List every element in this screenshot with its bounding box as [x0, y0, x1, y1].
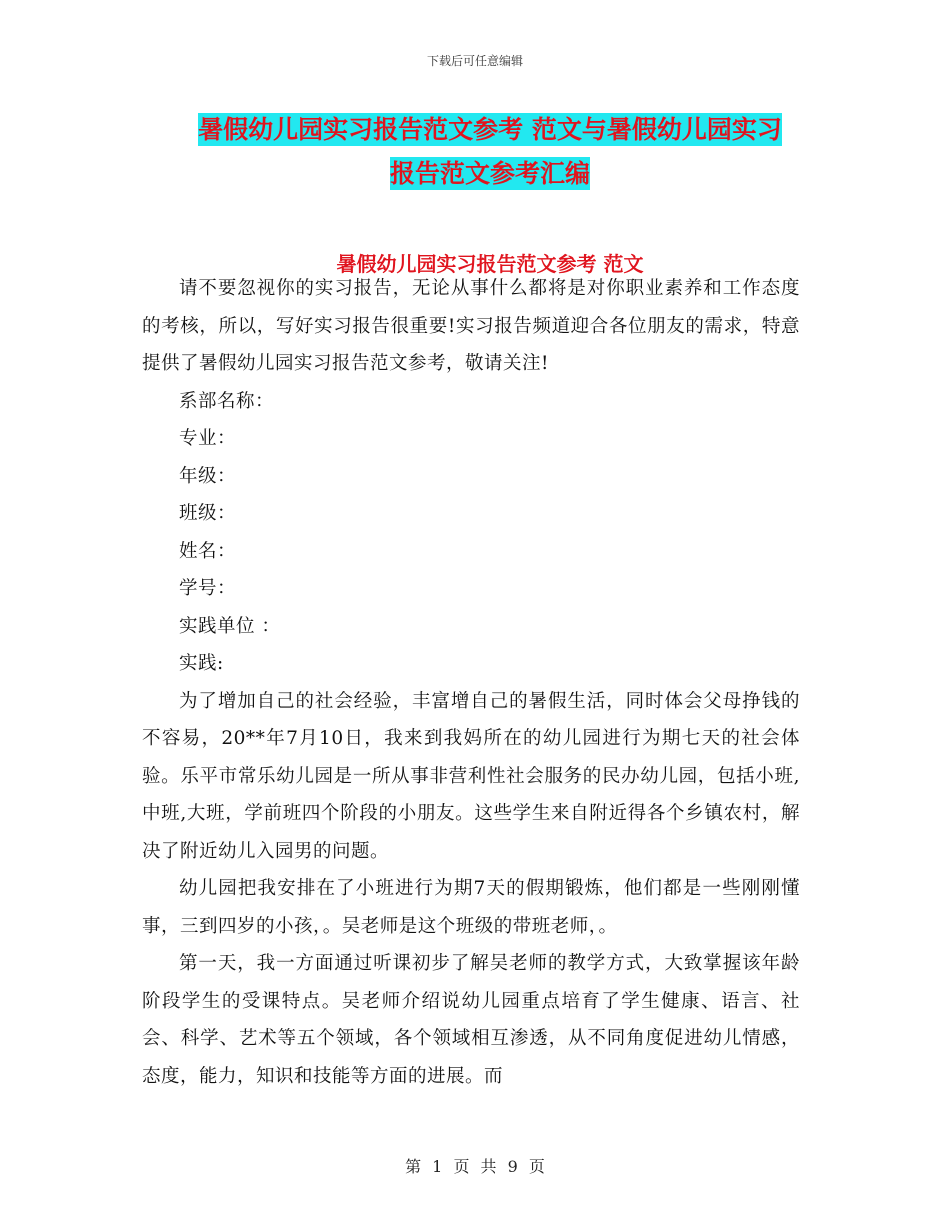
field-practice-unit: 实践单位 ： — [179, 615, 281, 637]
field-practice: 实践: — [179, 653, 224, 674]
field-grade: 年级： — [179, 465, 237, 487]
body-paragraph: 为了增加自己的社会经验，丰富增自己的暑假生活，同时体会父母挣钱的不容易，20**年7月10日，我来到我妈所在的幼儿园进行为期七天的社会体验。乐平市常乐幼儿园是一所从事非营利性社会服务的民办幼儿园，包括小班,中班,大班，学前班四个阶段的小朋友。这些学生来自附近得各个乡镇农村，解决了附近幼儿入园男的问题。 — [142, 690, 800, 862]
document-title-line-1: 暑假幼儿园实习报告范文参考 范文与暑假幼儿园实习 — [198, 115, 782, 144]
body-paragraph: 第一天，我一方面通过听课初步了解吴老师的教学方式，大致掌握该年龄阶段学生的受课特点。吴老师介绍说幼儿园重点培育了学生健康、语言、社会、科学、艺术等五个领域，各个领域相互渗透，从不同角度促进幼儿情感，态度，能力，知识和技能等方面的进展。而 — [142, 953, 800, 1087]
field-name: 姓名： — [179, 540, 237, 562]
body-text — [142, 270, 800, 1095]
document-title-line-2: 报告范文参考汇编 — [389, 159, 590, 188]
body-paragraph: 幼儿园把我安排在了小班进行为期7天的假期锻炼，他们都是一些刚刚懂事，三到四岁的小孩，。吴老师是这个班级的带班老师，。 — [142, 878, 800, 937]
field-student-id: 学号： — [179, 578, 237, 599]
field-department: 系部名称： — [179, 390, 275, 412]
section-title: 暑假幼儿园实习报告范文参考 范文 — [336, 252, 644, 276]
page-header: 下载后可任意编辑 — [426, 54, 523, 68]
intro-paragraph: 请不要忽视你的实习报告，无论从事什么都将是对你职业素养和工作态度的考核，所以，写好实习报告很重要!实习报告频道迎合各位朋友的需求，特意提供了暑假幼儿园实习报告范文参考，敬请关注! — [142, 278, 800, 374]
field-class: 班级： — [179, 503, 237, 524]
document-title — [140, 108, 840, 196]
field-major: 专业： — [179, 428, 237, 449]
page-number: 第 1 页 共 9 页 — [405, 1157, 545, 1176]
